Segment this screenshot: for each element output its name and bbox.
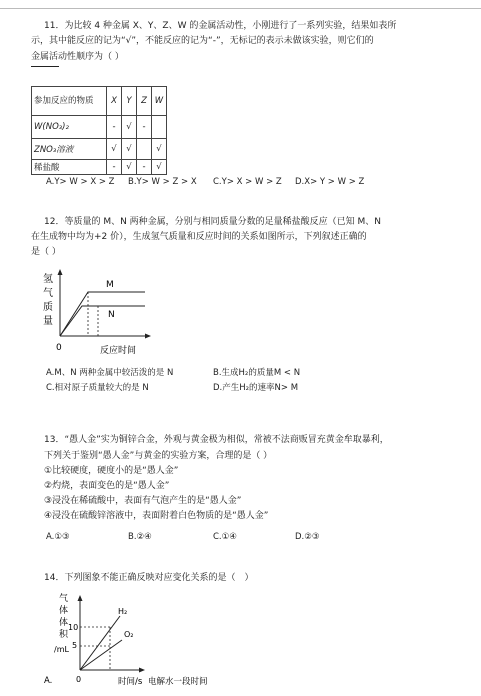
q13-item-1: ①比较硬度，硬度小的是“愚人金” [44,466,179,476]
q11-stem-line3: 金属活动性顺序为（ ） [31,52,124,62]
q12-stem-line1: 12．等质量的 M、N 两种金属，分别与相同质量分数的足量稀盐酸反应（已知 M、N [44,217,382,227]
q12-ylabel-char: 气 [43,288,53,299]
q14-line-o2 [80,640,122,670]
q11-option-c[interactable]: C.Y> X > W > Z [213,177,282,187]
q14-ylabel-char: 气 [59,594,69,604]
q13-item-4: ④浸没在硫酸锌溶液中，表面附着白色物质的是“愚人金” [44,511,269,521]
q13-item-3: ③浸没在稀硫酸中，表面有气泡产生的是“愚人金” [44,496,242,506]
q13-option-a[interactable]: A.①③ [46,532,70,542]
q12-y-arrow [58,269,63,275]
q11-option-a[interactable]: A.Y> W > X > Z [46,177,115,187]
header-rule [0,8,481,9]
q12-ylabel-char: 氢 [43,274,53,285]
q14-option-a-label[interactable]: A. [44,676,53,686]
q14-stem-line1: 14．下列图象不能正确反映对应变化关系的是（ ） [44,573,254,583]
table-cell: √ [107,139,122,160]
q12-label-m: M [106,280,114,290]
q12-option-a[interactable]: A.M、N 两种金属中较活泼的是 N [46,368,174,378]
q12-stem-line2: 在生成物中均为+2 价），生成氢气质量和反应时间的关系如图所示，下列叙述正确的 [31,232,367,242]
q13-option-c[interactable]: C.①④ [213,532,237,542]
q12-curve-m [60,292,145,336]
table-cell: √ [152,160,167,175]
table-cell [152,116,167,139]
q14-xlabel: 时间/s [118,677,143,687]
q13-item-2: ②灼烧，表面变色的是“愚人金” [44,481,170,491]
q11-stem-line1: 11．为比较 4 种金属 X、Y、Z、W 的金属活动性，小刚进行了一系列实验，结果如表所 [44,21,397,31]
q14-tick-5: 5 [72,641,78,650]
q12-xlabel: 反应时间 [100,346,137,356]
q14-line-h2 [80,616,120,670]
q14-ylabel-unit: /mL [54,645,69,654]
q12-origin: 0 [56,343,62,353]
q14-graph-a [40,590,240,694]
q12-option-b[interactable]: B.生成H₂的质量M < N [213,368,301,378]
q11-answer-blank [31,66,59,67]
table-row-label: W(NO₃)₂ [32,116,107,139]
table-cell: √ [122,160,137,175]
q14-ylabel-char: 积 [59,630,69,640]
q14-label-o2: O₂ [124,630,134,639]
table-cell [137,139,152,160]
table-header-y: Y [122,87,137,116]
q13-stem-line1: 13．“愚人金”实为铜锌合金，外观与黄金极为相似，常被不法商贩冒充黄金牟取暴利， [44,435,389,445]
table-row-label: ZNO₃溶液 [32,139,107,160]
q11-option-b[interactable]: B.Y> W > Z > X [128,177,197,187]
q14-caption: 电解水一段时间 [148,677,208,687]
table-cell: - [137,116,152,139]
q14-x-arrow [139,668,145,673]
table-cell: √ [122,139,137,160]
q11-reaction-table [31,86,167,175]
q13-option-d[interactable]: D.②③ [295,532,320,542]
q12-option-d[interactable]: D.产生H₂的速率N> M [213,383,299,393]
q12-curve-n [60,306,145,336]
table-header-substance: 参加反应的物质 [32,87,107,116]
q13-option-b[interactable]: B.②④ [128,532,152,542]
table-cell: - [137,160,152,175]
q14-tick-10: 10 [68,623,79,632]
q12-ylabel-char: 量 [43,316,53,327]
q11-stem-line2: 示，其中能反应的记为“√”，不能反应的记为“-”，无标记的表示未做该实验，则它们的 [31,36,374,46]
q12-x-arrow [145,334,151,339]
q13-stem-line2: 下列关于鉴别“愚人金”与黄金的实验方案，合理的是（ ） [44,451,273,461]
q14-label-h2: H₂ [118,607,128,616]
q12-stem-line3: 是（ ） [31,247,61,257]
q14-ylabel-char: 体 [59,606,69,616]
table-cell: √ [152,139,167,160]
q12-ylabel-char: 质 [43,302,53,313]
table-header-x: X [107,87,122,116]
table-row-label: 稀盐酸 [32,160,107,175]
table-cell: - [107,116,122,139]
q12-graph [40,268,210,358]
table-header-z: Z [137,87,152,116]
table-cell: - [107,160,122,175]
q14-ylabel-char: 体 [59,618,69,628]
q14-origin: 0 [76,675,82,684]
q14-y-arrow [78,595,83,601]
q12-label-n: N [108,310,115,320]
q11-option-d[interactable]: D.X> Y > W > Z [295,177,365,187]
q12-option-c[interactable]: C.相对原子质量较大的是 N [46,383,149,393]
table-header-w: W [152,87,167,116]
table-cell: √ [122,116,137,139]
